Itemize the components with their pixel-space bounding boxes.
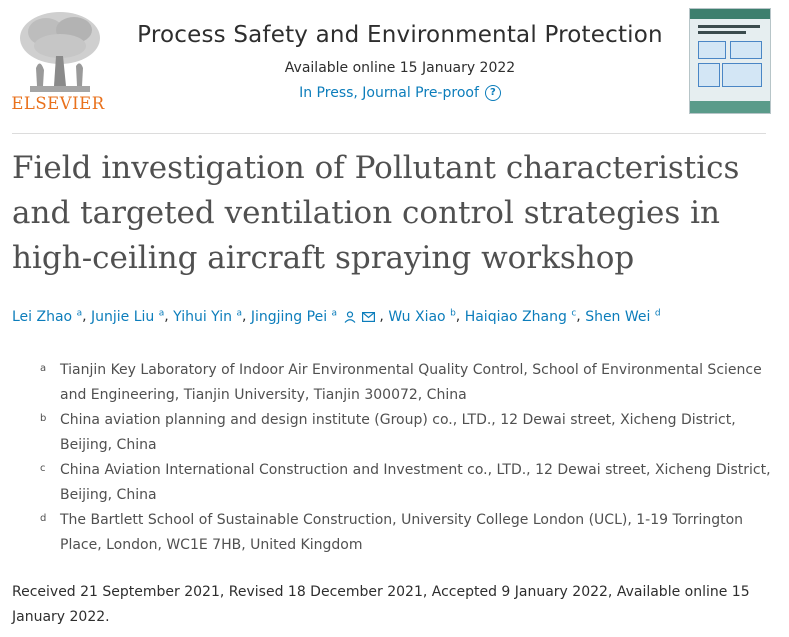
affiliation-text: China Aviation International Construction and Investment co., LTD., 12 Dewai street, Xicheng District, Beijing, China xyxy=(60,462,771,503)
envelope-icon[interactable] xyxy=(362,312,375,322)
available-online: Available online 15 January 2022 xyxy=(284,60,516,76)
elsevier-logo[interactable] xyxy=(10,8,106,112)
help-icon[interactable]: ? xyxy=(485,85,501,101)
affiliation-item xyxy=(38,508,778,558)
affiliation-text: The Bartlett School of Sustainable Construction, University College London (UCL), 1-19 Torrington Place, London, WC1E 7HB, United Kingdom xyxy=(60,512,744,553)
article-history: Received 21 September 2021, Revised 18 December 2021, Accepted 9 January 2022, Available online 15 January 2022. xyxy=(12,584,750,625)
header-divider xyxy=(12,133,766,134)
affiliation-label: c xyxy=(40,463,46,474)
affiliation-label: b xyxy=(40,413,47,424)
author-link[interactable]: Jingjing Pei $^a$ xyxy=(251,309,380,325)
affiliation-item xyxy=(38,358,778,408)
author-link[interactable]: Junjie Liu $^a$ xyxy=(91,308,165,325)
author-list: Lei Zhao $^a$, Junjie Liu $^a$, Yihui Yin $^a$, Jingjing Pei $^a$ , Wu Xiao $^b$, Haiqiao Zhang $^c$, Shen Wei $^d$ xyxy=(12,308,661,325)
person-icon xyxy=(344,311,356,323)
affiliation-label: a xyxy=(40,363,47,374)
tree-logo-icon xyxy=(10,8,106,94)
journal-title[interactable]: Process Safety and Environmental Protection xyxy=(137,22,663,48)
affiliation-text: China aviation planning and design institute (Group) co., LTD., 12 Dewai street, Xicheng District, Beijing, China xyxy=(60,412,736,453)
elsevier-wordmark: ELSEVIER xyxy=(11,94,105,113)
journal-cover-thumbnail[interactable] xyxy=(689,8,771,114)
journal-status[interactable] xyxy=(120,85,680,101)
affiliation-item xyxy=(38,458,778,508)
author-link[interactable]: Wu Xiao $^b$ xyxy=(388,308,456,325)
affiliation-item xyxy=(38,408,778,458)
author-link[interactable]: Yihui Yin $^a$ xyxy=(173,308,242,325)
status-link[interactable]: In Press, Journal Pre-proof xyxy=(299,85,479,101)
author-link[interactable]: Lei Zhao $^a$ xyxy=(12,308,83,325)
affiliation-text: Tianjin Key Laboratory of Indoor Air Environmental Quality Control, School of Environmental Science and Engineering, Tianjin University, Tianjin 300072, China xyxy=(60,362,762,403)
affiliation-list xyxy=(38,358,778,558)
author-link[interactable]: Haiqiao Zhang $^c$ xyxy=(464,308,577,325)
article-header xyxy=(0,0,789,134)
author-link[interactable]: Shen Wei $^d$ xyxy=(585,308,661,325)
affiliation-label: d xyxy=(40,513,47,524)
article-title: Field investigation of Pollutant characteristics and targeted ventilation control strategies in high-ceiling aircraft spraying workshop xyxy=(12,150,740,276)
